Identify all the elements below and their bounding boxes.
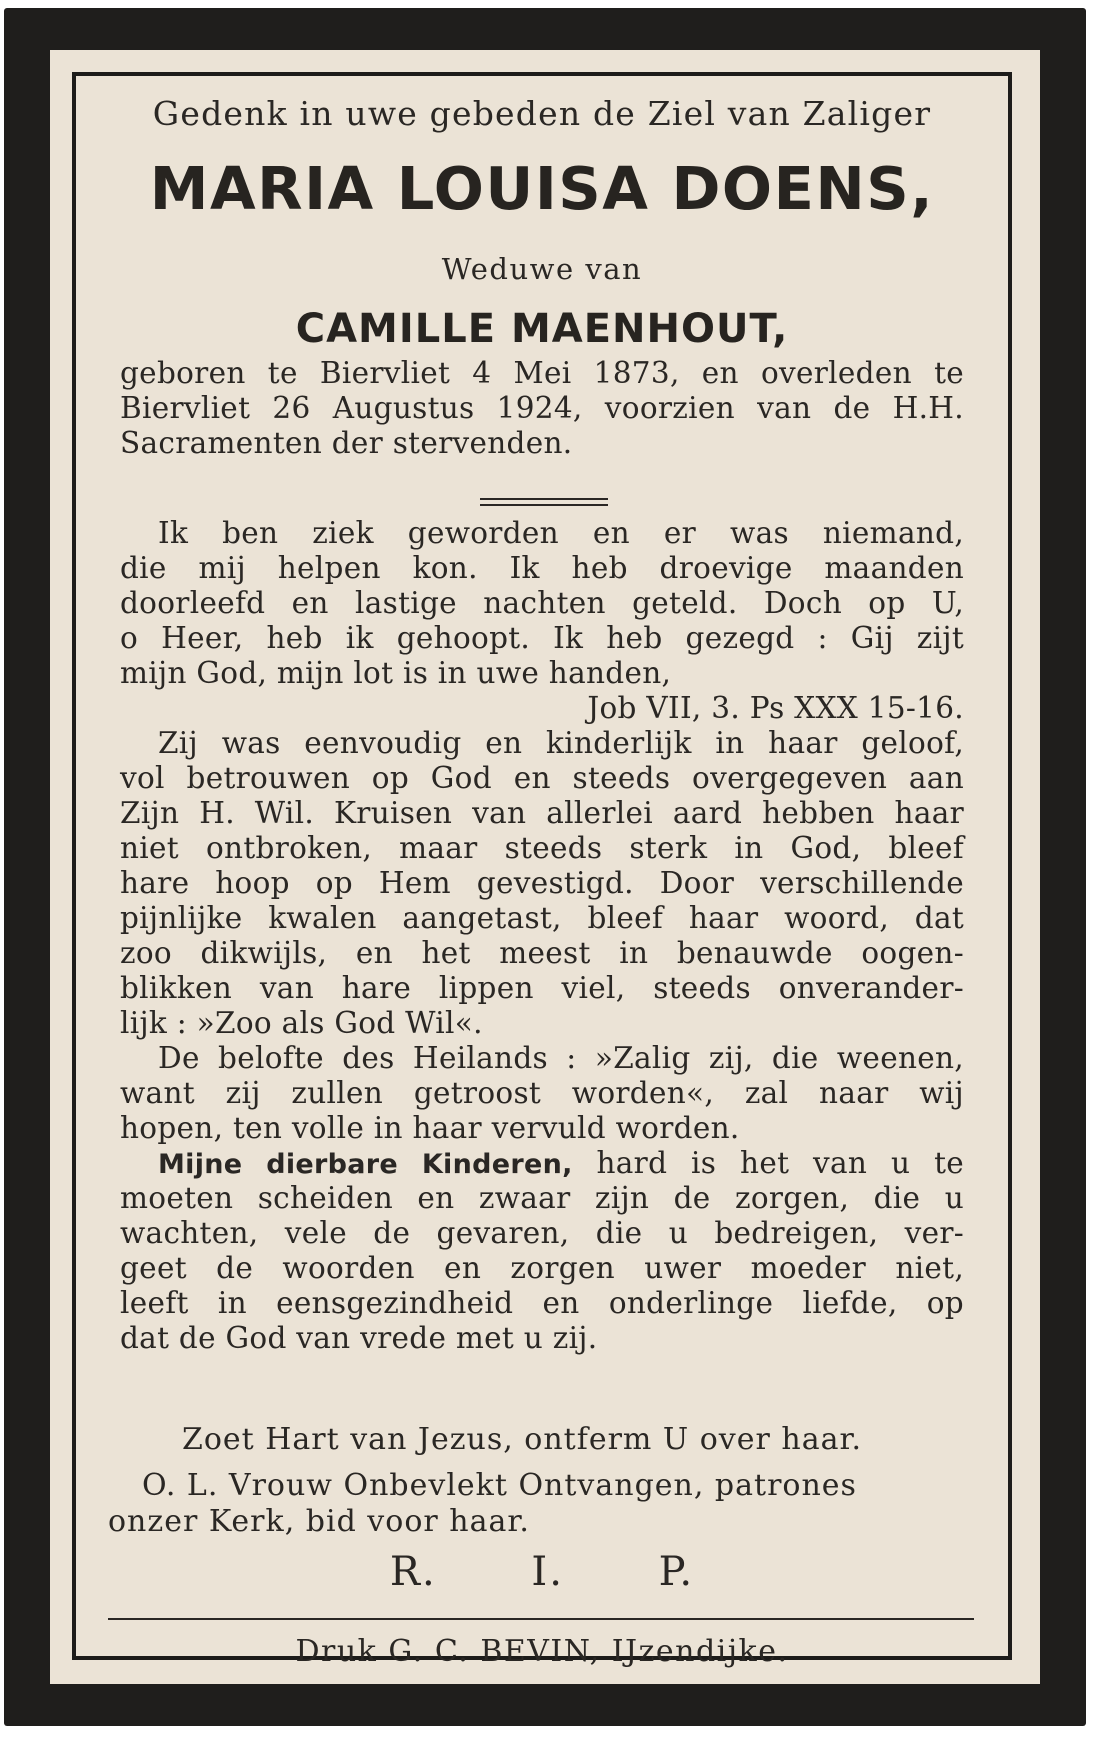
promise-line: De belofte des Heilands : »Zalig zij, die weenen, bbox=[158, 1041, 964, 1075]
eulogy-line: hare hoop op Hem gevestigd. Door verschillende bbox=[120, 866, 964, 900]
promise-line: hopen, ten volle in haar vervuld worden. bbox=[120, 1111, 740, 1145]
eulogy-line: Zijn H. Wil. Kruisen van allerlei aard hebben haar bbox=[120, 796, 964, 830]
children-line: geet de woorden en zorgen uwer moeder niet, bbox=[120, 1251, 964, 1285]
eulogy-line: vol betrouwen op God en steeds overgegeven aan bbox=[120, 761, 964, 795]
deceased-name: MARIA LOUISA DOENS, bbox=[149, 154, 935, 223]
husband-name: CAMILLE MAENHOUT, bbox=[295, 306, 789, 352]
eulogy-line: zoo dikwijls, en het meest in benauwde oogen- bbox=[120, 936, 964, 970]
children-line: wachten, vele de gevaren, die u bedreigen, ver- bbox=[120, 1216, 964, 1250]
widow-of-label: Weduwe van bbox=[441, 252, 643, 286]
scripture-line: mijn God, mijn lot is in uwe handen, bbox=[120, 656, 672, 690]
children-first-rest: hard is het van u te bbox=[596, 1146, 964, 1180]
biography-line: Sacramenten der stervenden. bbox=[120, 426, 573, 460]
scripture-block bbox=[120, 516, 964, 1356]
scripture-line: o Heer, heb ik gehoopt. Ik heb gezegd : Gij zijt bbox=[120, 621, 964, 655]
scripture-line: doorleefd en lastige nachten geteld. Doch op U, bbox=[120, 586, 964, 620]
our-lady-prayer-line: O. L. Vrouw Onbevlekt Ontvangen, patrones bbox=[142, 1468, 857, 1503]
printer-credit: Druk G. C. BEVIN, IJzendijke. bbox=[295, 1634, 789, 1669]
inner-frame bbox=[72, 72, 1012, 1669]
biography-line: Biervliet 26 Augustus 1924, voorzien van de H.H. bbox=[120, 391, 964, 425]
memorial-card bbox=[4, 8, 1086, 1726]
intro-line: Gedenk in uwe gebeden de Ziel van Zaliger bbox=[152, 94, 932, 133]
sacred-heart-prayer: Zoet Hart van Jezus, ontferm U over haar. bbox=[182, 1422, 863, 1457]
eulogy-line: pijnlijke kwalen aangetast, bleef haar woord, dat bbox=[120, 901, 964, 935]
children-line: leeft in eensgezindheid en onderlinge liefde, op bbox=[120, 1286, 964, 1320]
promise-line: want zij zullen getroost worden«, zal naar wij bbox=[120, 1076, 964, 1110]
children-line: dat de God van vrede met u zij. bbox=[120, 1321, 598, 1355]
scripture-line: die mij helpen kon. Ik heb droevige maanden bbox=[120, 551, 964, 585]
double-divider bbox=[480, 498, 608, 506]
biography-block bbox=[120, 356, 964, 461]
eulogy-line: Zij was eenvoudig en kinderlijk in haar geloof, bbox=[158, 726, 964, 760]
our-lady-prayer-line: onzer Kerk, bid voor haar. bbox=[108, 1504, 530, 1539]
card-paper bbox=[50, 50, 1040, 1684]
footer-divider bbox=[108, 1618, 974, 1620]
scripture-reference: Job VII, 3. Ps XXX 15-16. bbox=[587, 691, 964, 725]
children-line: moeten scheiden en zwaar zijn de zorgen, die u bbox=[120, 1181, 964, 1215]
children-lead: Mijne dierbare Kinderen, bbox=[158, 1149, 573, 1180]
children-first-line bbox=[120, 1146, 964, 1181]
scripture-line: Ik ben ziek geworden en er was niemand, bbox=[158, 516, 964, 550]
eulogy-line: lijk : »Zoo als God Wil«. bbox=[120, 1006, 483, 1040]
rip-text: R. I. P. bbox=[389, 1549, 695, 1595]
biography-line: geboren te Biervliet 4 Mei 1873, en overleden te bbox=[120, 356, 964, 390]
eulogy-line: niet ontbroken, maar steeds sterk in God, bleef bbox=[120, 831, 964, 865]
eulogy-line: blikken van hare lippen viel, steeds onverander- bbox=[120, 971, 964, 1005]
